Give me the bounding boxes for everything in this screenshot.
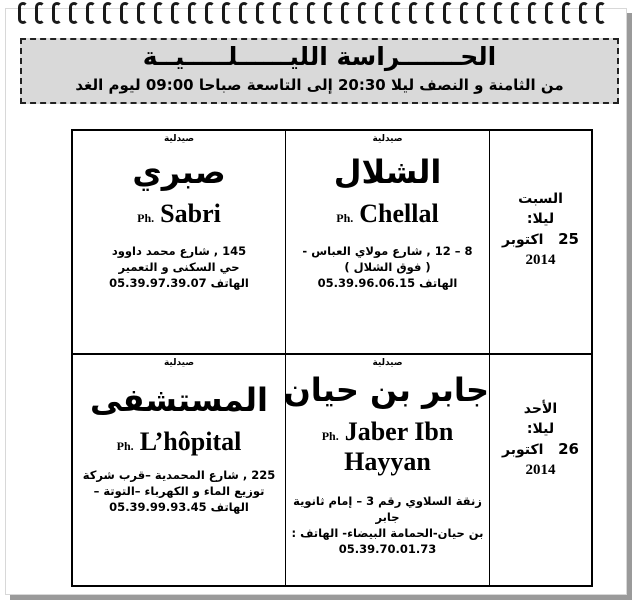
address-line: توزيع الماء و الكهرباء –التوتة – <box>93 484 265 498</box>
spiral-ring <box>460 2 470 24</box>
spiral-ring <box>596 2 606 24</box>
spiral-ring <box>120 2 130 24</box>
spiral-ring <box>205 2 215 24</box>
address-line: 145 , شارع محمد داوود <box>111 244 247 258</box>
pharmacy-card <box>73 131 285 353</box>
spiral-ring <box>443 2 453 24</box>
pharmacy-latin-name: Jaber Ibn <box>344 417 454 446</box>
spiral-ring <box>239 2 249 24</box>
spiral-ring <box>494 2 504 24</box>
address-line: الهاتف 05.39.96.06.15 <box>317 276 458 290</box>
spiral-ring <box>290 2 300 24</box>
pharmacy-latin-name: Chellal <box>359 199 439 228</box>
day-name: السبت <box>518 191 563 207</box>
spiral-ring <box>52 2 62 24</box>
spiral-ring <box>188 2 198 24</box>
spiral-ring <box>375 2 385 24</box>
spiral-ring <box>358 2 368 24</box>
pharmacy-tag: صيدلية <box>163 358 195 368</box>
pharmacy-arabic-name: جابر بن حيان <box>283 371 489 409</box>
pharmacy-prefix: Ph. <box>137 211 155 225</box>
address-line: زنقة السلاوي رقم 3 – إمام ثانوية جابر <box>293 494 482 524</box>
address-line: 225 , شارع المحمدية –قرب شركة <box>82 468 276 482</box>
address-line: 8 – 12 , شارع مولاي العباس - <box>302 244 473 258</box>
spiral-ring <box>562 2 572 24</box>
spiral-ring <box>341 2 351 24</box>
header-banner <box>20 38 619 104</box>
pharmacy-prefix: Ph. <box>116 439 134 453</box>
spiral-ring <box>103 2 113 24</box>
pharmacy-address <box>290 243 485 291</box>
date-line <box>490 439 591 460</box>
schedule-subtitle: من الثامنة و النصف ليلا 20:30 إلى التاسعة صباحا 09:00 ليوم الغد <box>75 76 564 94</box>
pharmacy-address <box>77 243 281 291</box>
date-cell <box>490 131 591 353</box>
pharmacy-tag: صيدلية <box>372 358 403 368</box>
date-cell <box>490 355 591 585</box>
pharmacy-arabic-name: صبري <box>132 153 226 191</box>
day-name: الأحد <box>523 401 558 417</box>
address-line: ( فوق الشلال ) <box>344 260 431 274</box>
spiral-ring <box>307 2 317 24</box>
spiral-ring <box>137 2 147 24</box>
spiral-ring <box>392 2 402 24</box>
spiral-ring <box>409 2 419 24</box>
pharmacy-prefix: Ph. <box>336 211 354 225</box>
spiral-ring <box>171 2 181 24</box>
spiral-ring <box>273 2 283 24</box>
spiral-ring <box>256 2 266 24</box>
month-name: اكتوبر <box>502 442 544 458</box>
pharmacy-card <box>73 355 285 585</box>
spiral-ring <box>35 2 45 24</box>
spiral-binding <box>18 2 618 30</box>
night-label: ليلا: <box>526 211 555 227</box>
spiral-ring <box>477 2 487 24</box>
pharmacy-latin-line <box>286 199 489 229</box>
pharmacy-latin-line <box>73 199 285 229</box>
pharmacy-card <box>283 355 489 585</box>
date-line <box>490 229 591 250</box>
pharmacy-address <box>290 493 485 557</box>
year: 2014 <box>525 462 556 478</box>
spiral-ring <box>154 2 164 24</box>
spiral-ring <box>18 2 28 24</box>
pharmacy-card <box>286 131 489 353</box>
year: 2014 <box>525 252 556 268</box>
pharmacy-latin-line <box>286 417 489 447</box>
night-label: ليلا: <box>526 421 555 437</box>
pharmacy-prefix: Ph. <box>321 429 339 443</box>
address-line: بن حيان-الحمامة البيضاء- الهاتف : <box>291 526 484 540</box>
day-number: 26 <box>558 440 579 458</box>
spiral-ring <box>511 2 521 24</box>
spiral-ring <box>86 2 96 24</box>
spiral-ring <box>579 2 589 24</box>
address-line: الهاتف 05.39.97.39.07 <box>109 276 249 290</box>
pharmacy-arabic-name: المستشفى <box>89 381 269 419</box>
spiral-ring <box>69 2 79 24</box>
spiral-ring <box>324 2 334 24</box>
pharmacy-arabic-name: الشلال <box>333 153 442 191</box>
address-line: حي السكنى و التعمير <box>118 260 240 274</box>
address-line: 05.39.70.01.73 <box>338 542 437 556</box>
pharmacy-tag: صيدلية <box>372 134 403 144</box>
spiral-ring <box>545 2 555 24</box>
pharmacy-address <box>77 467 281 515</box>
page-title: الحـــــــراسة الليــــــلـــــيــة <box>142 42 497 71</box>
spiral-ring <box>222 2 232 24</box>
pharmacy-latin-line <box>73 427 285 457</box>
day-number: 25 <box>558 230 579 248</box>
pharmacy-latin-name-2: Hayyan <box>344 447 431 476</box>
spiral-ring <box>426 2 436 24</box>
month-name: اكتوبر <box>502 232 544 248</box>
pharmacy-latin-name: L’hôpital <box>139 427 242 456</box>
pharmacy-tag: صيدلية <box>163 134 195 144</box>
address-line: الهاتف 05.39.99.93.45 <box>109 500 249 514</box>
pharmacy-latin-name: Sabri <box>160 199 221 228</box>
spiral-ring <box>528 2 538 24</box>
schedule-table <box>71 129 593 587</box>
